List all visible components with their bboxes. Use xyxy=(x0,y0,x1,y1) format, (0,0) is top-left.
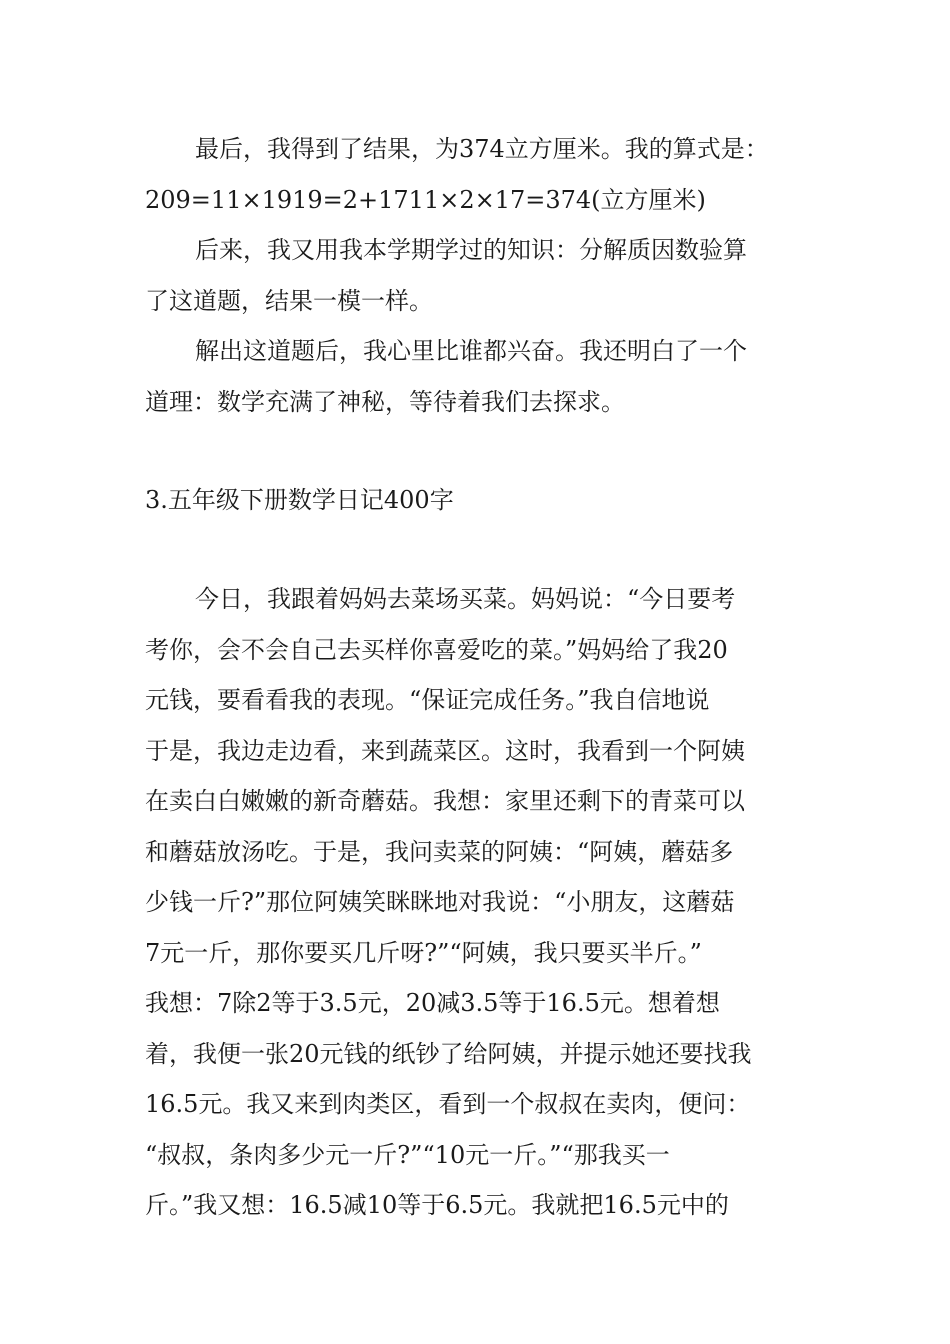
story-line: 着，我便一张20元钱的纸钞了给阿姨，并提示她还要找我 xyxy=(145,1039,752,1068)
section-heading: 3.五年级下册数学日记400字 xyxy=(145,486,454,514)
story-line: 今日，我跟着妈妈去菜场买菜。妈妈说：“今日要考 xyxy=(195,585,736,613)
paragraph-line: 解出这道题后，我心里比谁都兴奋。我还明白了一个 xyxy=(195,337,747,365)
story-line: 16.5元。我又来到肉类区，看到一个叔叔在卖肉，便问： xyxy=(145,1090,751,1118)
story-line: 考你，会不会自己去买样你喜爱吃的菜。”妈妈给了我20 xyxy=(145,635,728,664)
story-line: 于是，我边走边看，来到蔬菜区。这时，我看到一个阿姨 xyxy=(145,736,745,765)
paragraph-line: 了这道题，结果一模一样。 xyxy=(145,286,433,315)
story-line: 和蘑菇放汤吃。于是，我问卖菜的阿姨：“阿姨，蘑菇多 xyxy=(145,837,734,866)
paragraph-line: 后来，我又用我本学期学过的知识：分解质因数验算 xyxy=(195,236,747,264)
story-line: 斤。”我又想：16.5减10等于6.5元。我就把16.5元中的 xyxy=(145,1191,729,1219)
paragraph-result xyxy=(145,124,810,225)
paragraph-line: 道理：数学充满了神秘，等待着我们去探求。 xyxy=(145,387,625,416)
paragraph-verification xyxy=(145,225,810,326)
paragraph-line: 209=11×1919=2+1711×2×17=374(立方厘米) xyxy=(145,185,706,214)
story-line: 我想：7除2等于3.5元，20减3.5等于16.5元。想着想 xyxy=(145,989,720,1017)
story-line: 7元一斤，那你要买几斤呀?”“阿姨，我只要买半斤。” xyxy=(145,938,702,967)
paragraph-line: 最后，我得到了结果，为374立方厘米。我的算式是： xyxy=(195,135,769,163)
story-line: 元钱，要看看我的表现。“保证完成任务。”我自信地说 xyxy=(145,686,710,714)
story-line: 少钱一斤?”那位阿姨笑眯眯地对我说：“小朋友，这蘑菇 xyxy=(145,888,735,916)
paragraph-conclusion xyxy=(145,326,810,427)
story-line: 在卖白白嫩嫩的新奇蘑菇。我想：家里还剩下的青菜可以 xyxy=(145,787,745,815)
story-paragraph xyxy=(145,574,810,1231)
story-line: “叔叔，条肉多少元一斤?”“10元一斤。”“那我买一 xyxy=(145,1140,670,1169)
